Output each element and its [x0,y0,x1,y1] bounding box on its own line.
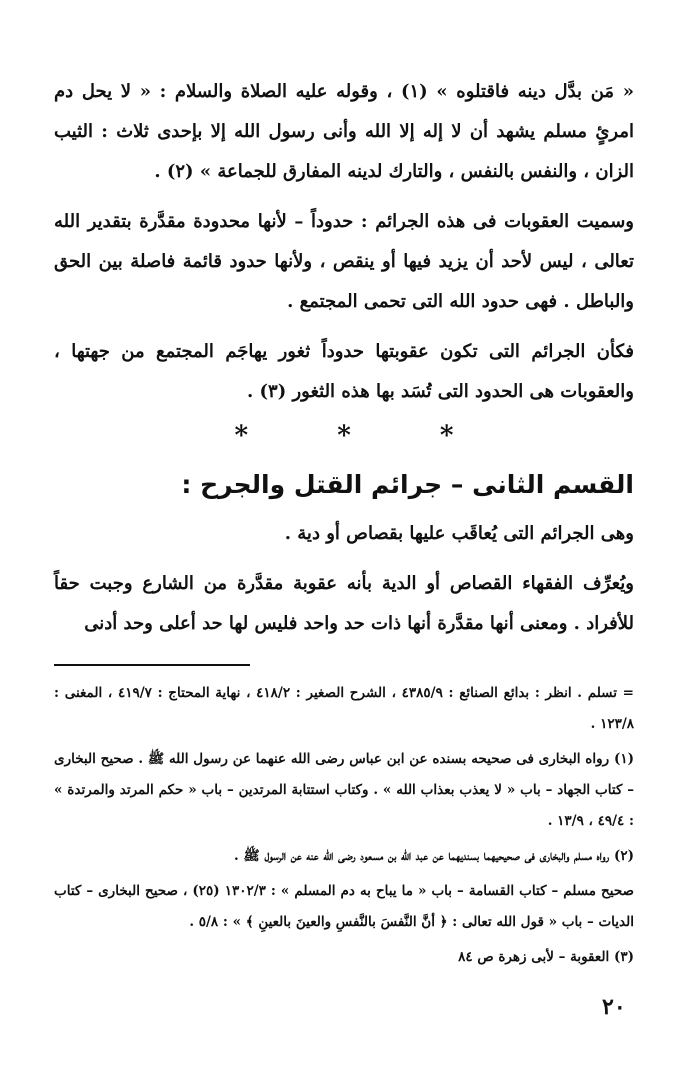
page-number: ٢٠ [602,994,626,1020]
footnote: (٣) العقوبة – لأبى زهرة ص ٨٤ [458,949,634,965]
footnotes [54,678,634,973]
body-paragraph: « مَن بدَّل دينه فاقتلوه » (١) ، وقوله عليه الصلاة والسلام : « لا يحل دم امرئٍ مسلم يشهد أن لا إله إلا الله وأنى رسول الله إلا بإحدى ثلاث : الثيب الزان ، والنفس بالنفس ، والتارك لدينه المفارق للجماعة » (٢) . [54,81,634,182]
footnote: (١) رواه البخارى فى صحيحه بسنده عن ابن عباس رضى الله عنهما عن رسول الله ﷺ . صحيح البخارى – كتاب الجهاد – باب « لا يعذب بعذاب الله » . وكتاب استتابة المرتدين – باب « حكم المرتد والمرتدة » : ٤٩/٤ ، ١٣/٩ . [54,751,634,829]
section-heading: القسم الثانى – جرائم القتل والجرح : [181,470,634,499]
body-paragraph: فكأن الجرائم التى تكون عقوبتها حدوداً ثغور يهاجَم المجتمع من جهتها ، والعقوبات هى الحدود التى تُسَد بها هذه الثغور (٣) . [54,341,634,402]
body-paragraph: وسميت العقوبات فى هذه الجرائم : حدوداً – لأنها محدودة مقدَّرة بتقدير الله تعالى ، ليس لأحد أن يزيد فيها أو ينقص ، ولأنها حدود قائمة فاصلة بين الحق والباطل . فهى حدود الله التى تحمى المجتمع . [54,211,634,312]
body-paragraph: وهى الجرائم التى يُعاقَب عليها بقصاص أو دية . [284,523,634,544]
footnote: صحيح مسلم – كتاب القسامة – باب « ما يباح به دم المسلم » : ١٣٠٢/٣ (٢٥) ، صحيح البخارى – كتاب الديات – باب « قول الله تعالى : ﴿ أنَّ النَّفسَ بالنَّفسِ والعينَ بالعينِ ﴾ » : ٥/٨ . [54,883,635,930]
page-content [54,72,634,973]
section-separator: * * * [234,421,494,451]
footnote: = تسلم . انظر : بدائع الصنائع : ٤٣٨٥/٩ ، الشرح الصغير : ٤١٨/٢ ، نهاية المحتاج : ٤١٩/٧ ، المغنى : ١٢٣/٨ . [54,685,634,732]
footnote-divider [54,664,250,666]
footnote: (٢) رواه مسلم والبخارى فى صحيحيهما بسنديهما عن عبد الله بن مسعود رضى الله عنه عن الرسول ﷺ . [234,848,634,864]
body-paragraph: ويُعرِّف الفقهاء القصاص أو الدية بأنه عقوبة مقدَّرة من الشارع وجبت حقاً للأفراد . ومعنى أنها مقدَّرة أنها ذات حد واحد فليس لها حد أعلى وحد أدنى [54,573,634,634]
